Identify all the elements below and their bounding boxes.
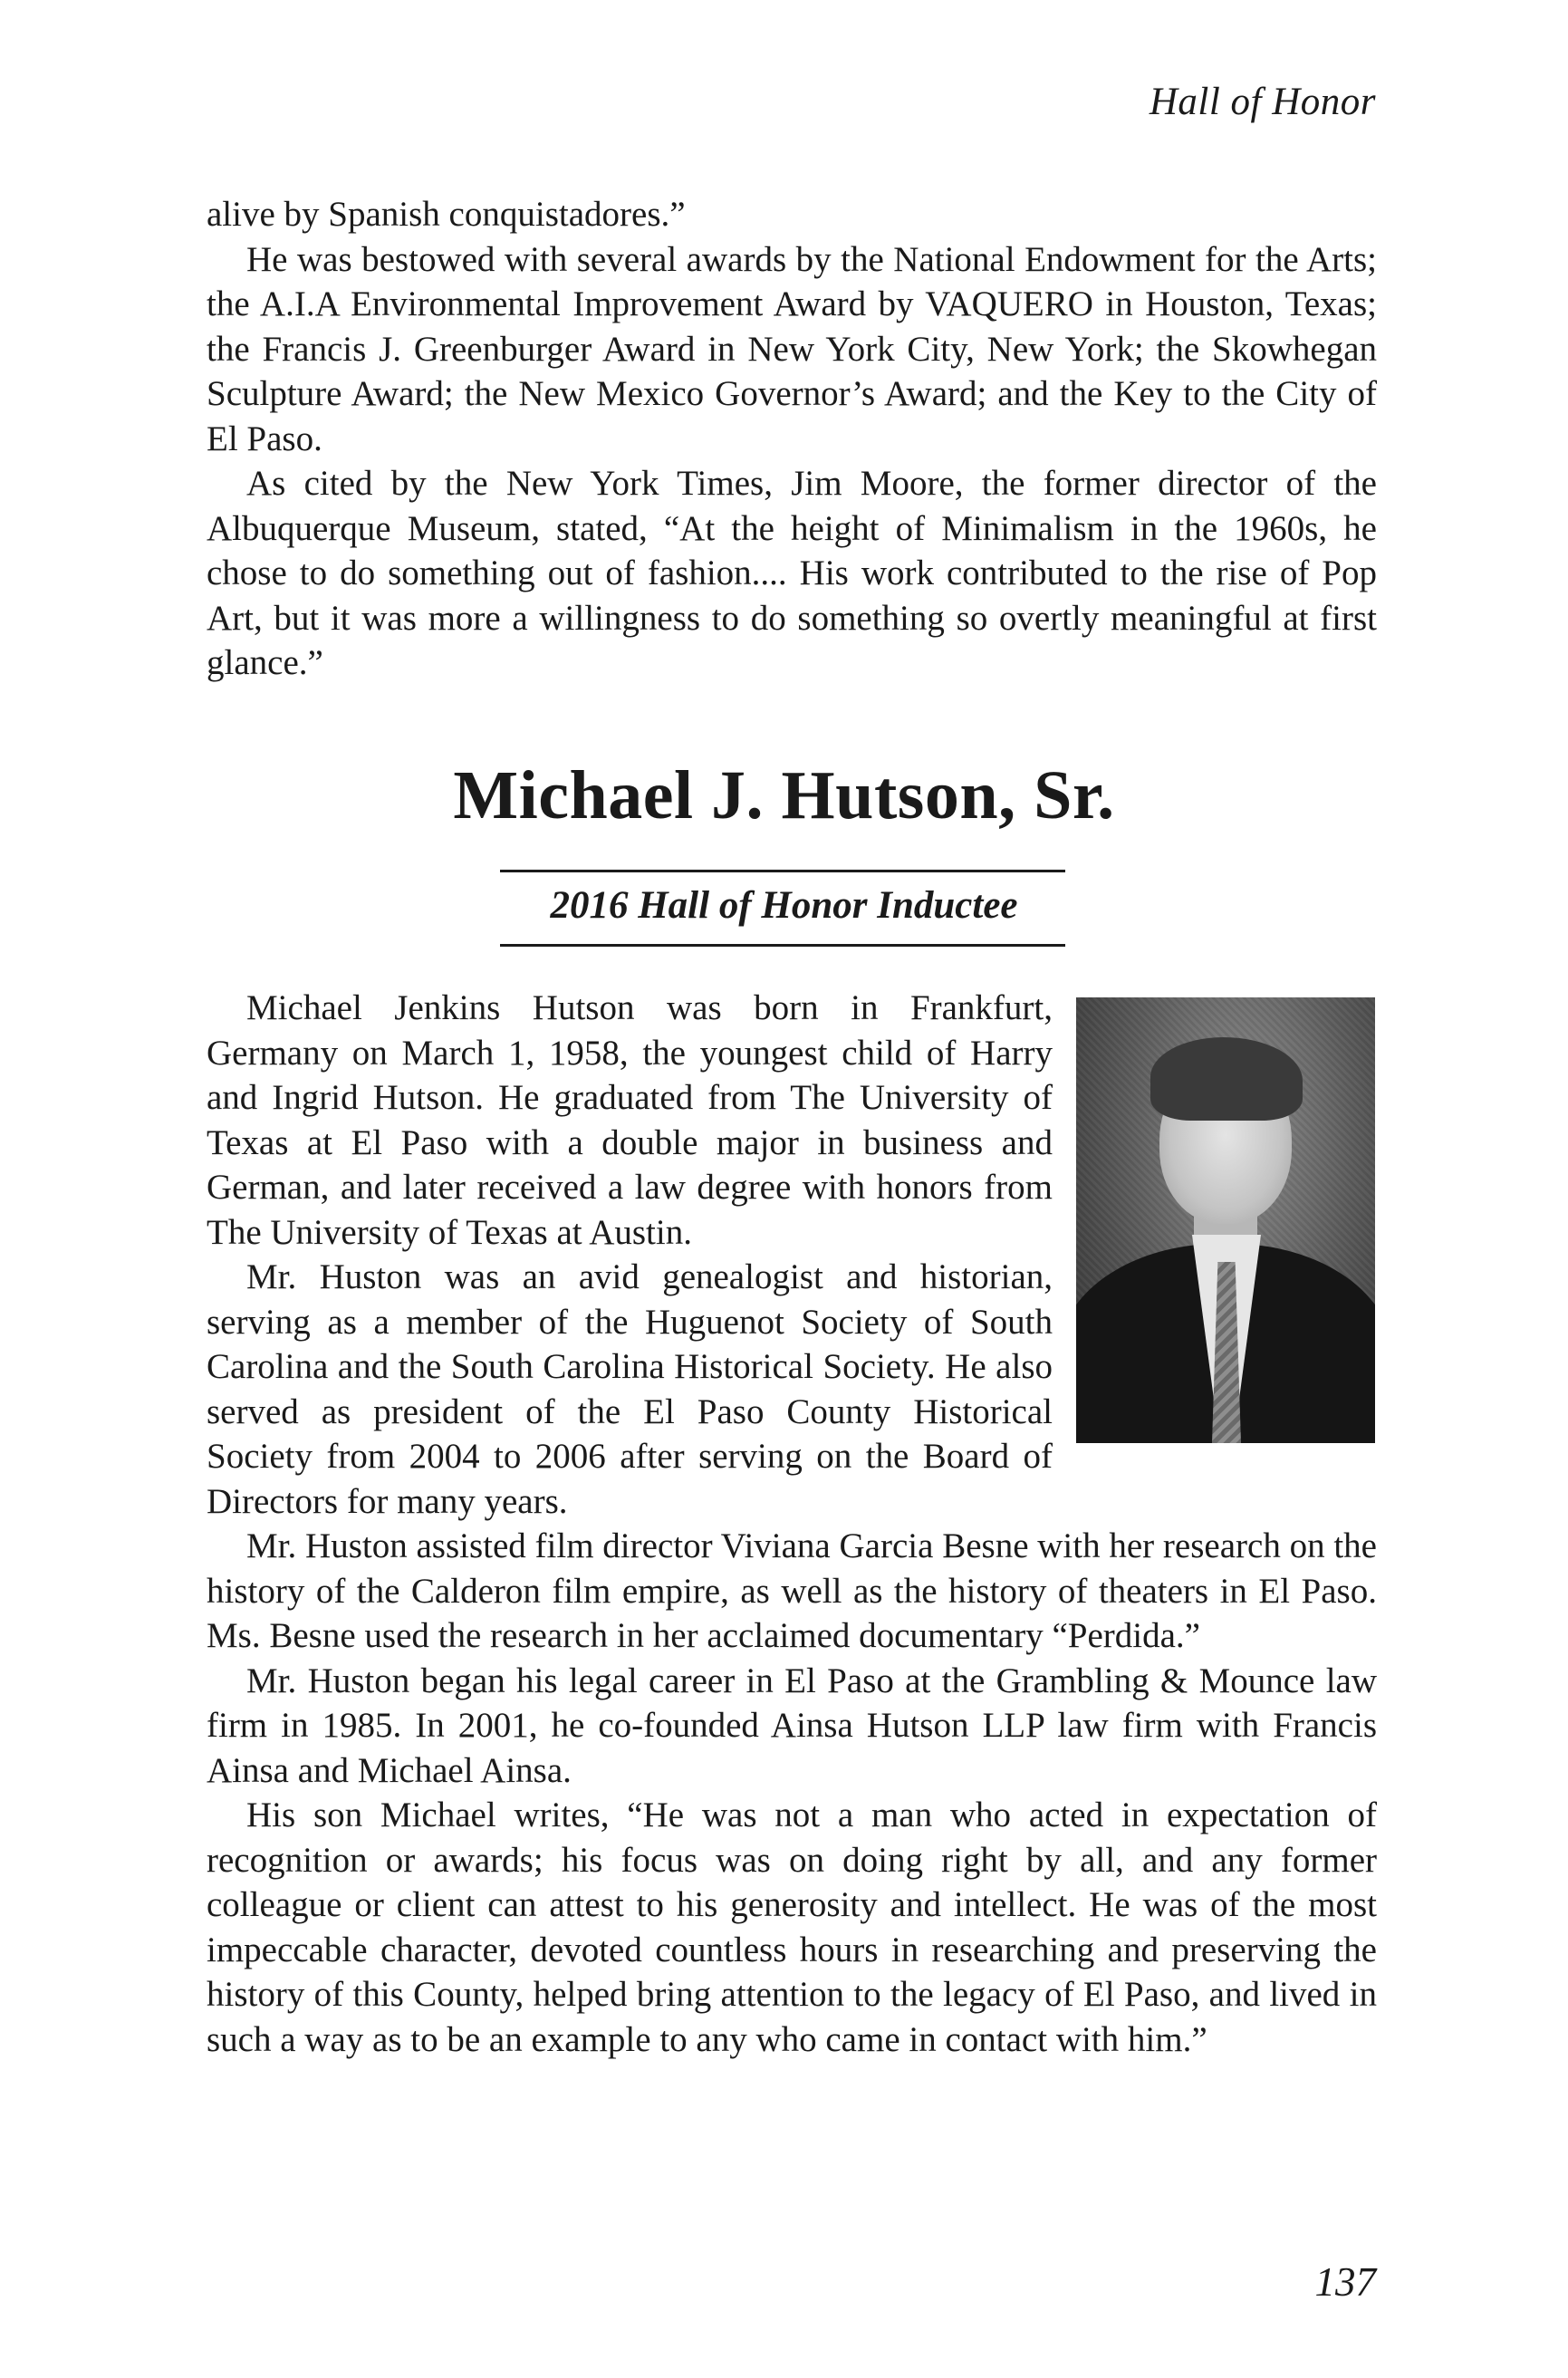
inductee-bio (207, 986, 1377, 2062)
top-section (207, 192, 1377, 686)
paragraph: He was bestowed with several awards by the National Endowment for the Arts; the A.I.A Environmental Improvement Award by VAQUERO in Houston, Texas; the Francis J. Greenburger Award in New York City, New York; the Skowhegan Sculpture Award; the New Mexico Governor’s Award; and the Key to the City of El Paso. (207, 239, 1377, 458)
paragraph: Michael Jenkins Hutson was born in Frankfurt, Germany on March 1, 1958, the youngest child of Harry and Ingrid Hutson. He graduated from The University of Texas at El Paso with a double major in business and German, and later received a law degree with honors from The University of Texas at Austin. (207, 988, 1053, 1252)
paragraph: His son Michael writes, “He was not a man who acted in expectation of recognition or awards; his focus was on doing right by all, and any former colleague or client can attest to his generosity and intellect. He was of the most impeccable character, devoted countless hours in researching and preserving the history of this County, helped bring attention to the legacy of El Paso, and lived in such a way as to be an example to any who came in contact with him.” (207, 1796, 1377, 2059)
inductee-subtitle: 2016 Hall of Honor Inductee (550, 884, 1018, 927)
inductee-name: Michael J. Hutson, Sr. (453, 757, 1115, 833)
paragraph: Mr. Huston began his legal career in El Paso at the Grambling & Mounce law firm in 1985. In 2001, he co-founded Ainsa Hutson LLP law firm with Francis Ainsa and Michael Ainsa. (207, 1661, 1377, 1790)
page-number: 137 (1314, 2259, 1376, 2305)
divider (500, 870, 1065, 872)
divider (500, 944, 1065, 947)
paragraph: Mr. Huston assisted film director Viviana Garcia Besne with her research on the history of the Calderon film empire, as well as the history of theaters in El Paso. Ms. Besne used the research in her acclaimed documentary “Perdida.” (207, 1526, 1377, 1655)
paragraph-text: Mr. Huston was an avid genealogist and historian, serving as a member of the Huguenot Society of South Carolina and the South Carolina Historical Society. He also served as president of the El Paso County Historical Society from 2004 to 2006 after serving on the Board of Directors for many years. (207, 1257, 1053, 1521)
paragraph: As cited by the New York Times, Jim Moore, the former director of the Albuquerque Museum, stated, “At the height of Minimalism in the 1960s, he chose to do something out of fashion.... His work contributed to the rise of Pop Art, but it was more a willingness to do something so overtly meaningful at first glance.” (207, 464, 1377, 682)
paragraph: alive by Spanish conquistadores.” (207, 195, 686, 234)
running-header-title: Hall of Honor (1149, 81, 1376, 123)
